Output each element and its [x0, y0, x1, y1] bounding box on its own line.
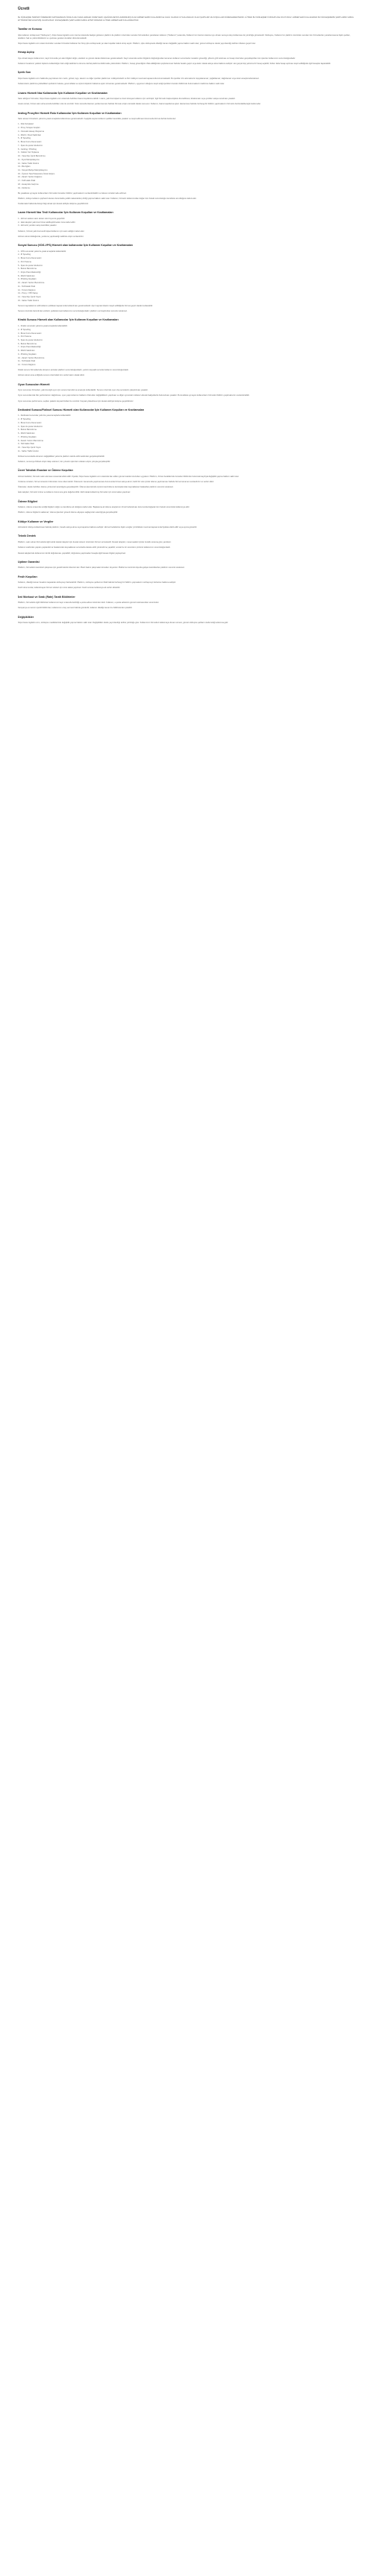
list-item: 14 - Yasa Dışı İçerik Yayını	[18, 296, 41, 299]
section	[18, 211, 355, 239]
section-paragraph: Kiralık sunucu hizmetlerinde donanım arızaları platform sorumluluğundadır; yazılım kaynaklı sorunlar kullanıcı sorumluluğundadır.	[18, 369, 129, 372]
section-paragraph: Fiziksel sunucularda donanım değişiklikleri yalnızca platform teknik ekibi tarafından gerçekleştirilebilir.	[18, 455, 105, 458]
list-item: 11 - Telif Hakkı İhlali	[18, 285, 35, 288]
list-item: 4 - DDoS / Flood Saldırıları	[18, 133, 42, 136]
list-item: 2 - İade talepleri yalnızca hizmet aktifleştirilmeden önce kabul edilir.	[18, 221, 76, 224]
list-item: 15 - Üçüncü Taraf Sistemlere İzinsiz Erişim	[18, 172, 55, 175]
section-heading: Instlog Proxyfire Hizmeti Rolu Kullanıcılar İçin Kullanım Koşulları ve Kısıtlamaları	[18, 111, 122, 115]
list-item: 19 - Kimlik Avı	[18, 186, 31, 189]
section-heading: Uptime Garantisi	[18, 560, 40, 564]
list-item: 7 - Kripto Para Madenciliği	[18, 346, 41, 349]
section-list	[18, 250, 355, 303]
list-item: 14 - Sosyal Medya Manipülasyonu	[18, 168, 48, 171]
section-paragraph: Platform, kötüye kullanım şüphesi bulunan durumlarda yetkili makamlarla iş birliği yapma hakkını saklı tutar. Kullanıcı, hizmetin kullanımından doğan tüm hukuki sorumluluğun kendisine ait olduğunu kabul eder.	[18, 197, 197, 200]
list-item: 3 - Hizmetin yeniden satışı kesinlikle yasaktır.	[18, 224, 57, 227]
section-paragraph: İşbu kullanıcı sözleşmesi ("Sözleşme"), https://www.nigdelim.com internet sitesinde faaliyet gösteren platform ile platform üzerinden sunulan hizmetlerden yararlanan kullanıcı ("Kullanıcı") arasında, Kullanıcı'nın internet sitesine üye olması ve/veya siteyi kullanması ile yürürlüğe girmektedir. Sözleşme, Kullanıcı'nın platform üzerinden sunulan tüm hizmetlerden yararlanmasına ilişkin şartları, tarafların hak ve yükümlülüklerini ve uyulması gereken kuralları düzenlemektedir.	[18, 34, 351, 40]
list-item: 4 - Port Tarama	[18, 260, 31, 263]
list-item: 1 - Kiralık sunucular yalnızca yasal amaçlarla kullanılabilir.	[18, 325, 68, 328]
section-paragraph: Fesih durumunda, kullanılmayan hizmet süreleri için ücret iadesi yapılmaz. Fesih sonrası kullanıcıya ait veriler silinebilir.	[18, 587, 121, 590]
list-item: 3 - Brute Force Denemeleri	[18, 332, 42, 335]
list-item: 10 - Yasa Dışı İçerik Barındırma	[18, 155, 46, 158]
section-list	[18, 218, 355, 228]
list-item: 10 - Zararlı Yazılım Barındırma	[18, 282, 45, 285]
list-item: 12 - Torrent Dağıtımı	[18, 288, 36, 291]
section	[18, 28, 355, 45]
list-item: 1 - Kitle Scripteleri	[18, 123, 34, 126]
section-list	[18, 414, 355, 452]
section-paragraph: Hizmetlerin kötüye kullanılması halinde platform, hesabı askıya alma veya kapatma hakkına sahiptir. Hizmet bedellerine ilişkin vergiler yürürlükteki mevzuat kapsamında fiyatlara dahil edilir veya ayrıca gösterilir.	[18, 526, 198, 529]
section-heading: Dedicated Sunucu/Fiziksel Sunucu Hizmeti olan Kullanıcılar İçin Kullanım Koşulları ve Kısıtlamaları	[18, 408, 145, 411]
section	[18, 244, 355, 313]
section-paragraph: Hizmet süresi dolduğunda, yenileme yapılmadığı takdirde erişim sonlandırılır.	[18, 235, 84, 238]
section-paragraph: Hizmet süresi sona erdiğinde sunucu üzerindeki tüm veriler kalıcı olarak silinir.	[18, 374, 85, 377]
list-item: 2 - Proxy Scraper Araçları	[18, 127, 40, 130]
section-paragraph: Sunucu üzerinde barındırılan verilerin yedeklenmesi kullanıcının sorumluluğundadır; platform veri kaybından sorumlu tutulamaz.	[18, 310, 128, 313]
list-item: 1 - VDS sunucular yalnızca yasal amaçlarla kullanılabilir.	[18, 250, 66, 253]
intro-paragraph: Bu SÖZLEŞME TEMİNAT ÖDEMESİNİ KAPSAMADAN ÖNCE İLGİLİ DAHİL EDİLEN ÜCRETLERİ, AŞAĞIDA DETAYLANDIRILMIŞ OLAN HİZMETLERİN KULLANIMI İLE İLGİLİ OLARAK UYGULANACAK OLAN ŞARTLARI VE KOŞULLARI DÜZENLEMEKTEDİR. LÜTFEN BU SÖZLEŞMEYİ DİKKATLİCE OKUYUNUZ. HİZMETLERİ KULLANARAK BU SÖZLEŞMENİN ŞARTLARINI KABUL ETTİĞİNİZİ BEYAN ETMİŞ OLURSUNUZ. SÖZLEŞMENİN ŞARTLARINI KABUL ETMİYORSANIZ LÜTFEN HİZMETLERİ KULLANMAYINIZ.	[18, 16, 354, 22]
section-paragraph: İade talepleri, hizmetin türüne ve kullanım durumuna göre değerlendirilir. Aktif olarak kullanılmış hizmetler için ücret iadesi yapılmaz.	[18, 491, 131, 494]
list-item: 11 - Fiyat Manipülasyonu	[18, 158, 40, 161]
section-heading: Hesap Açılışı	[18, 51, 35, 54]
list-item: 4 - Spam E-posta Gönderimi	[18, 425, 43, 428]
list-item: 16 - Zararlı Yazılım Dağıtımı	[18, 176, 43, 179]
list-item: 9 - Yetkisiz Veri Toplama	[18, 151, 40, 154]
section-heading: Ödeme Bilgileri	[18, 499, 38, 503]
section-paragraph: Platform, satın alınan hizmetlerle ilgili teknik destek talepleri için destek sistemi üzerinden hizmet vermektedir. Destek talepleri, mesai saatleri içinde öncelik sırasına göre yanıtlanır.	[18, 541, 172, 544]
section-paragraph: Oyun sunucularında hile yazılımlarının dağıtılması, oyun yapımcılarının haklarını ihlal eden değişikliklerin yapılması ve diğer oyuncuları rahatsız edecek faaliyetlerde bulunulması yasaktır. Bu kurallara uymayan kullanıcıların hizmetleri bildirim yapılmaksızın sonlandırılabilir.	[18, 394, 250, 397]
section-paragraph: Oyun sunucusu hizmetleri, yalnızca ilgili oyun için sunucu barındırma amacıyla kullanılabilir. Sunucu üzerinde oyun dışı servislerin çalıştırılması yasaktır.	[18, 389, 148, 392]
section-heading: Lisans Hizmeti Naz Kullanıcılar İçin Kullanım Koşulları ve Kısıtlamaları	[18, 91, 108, 95]
section-paragraph: Kullanıcıların platforma yükledikleri içeriklerin hukuka, genel ahlaka ve üçüncü kişilerin haklarına aykırı olmaması gerekmektedir. Platform, uygunsuz olduğunu tespit ettiği içerikleri önceden bildirimde bulunmaksızın kaldırma hakkını saklı tutar.	[18, 83, 225, 86]
list-item: 7 - Spam E-posta Gönderimi	[18, 144, 43, 147]
list-item: 6 - Botnet Barındırma	[18, 268, 37, 271]
list-item: 11 - Sahte Trafik Üretimi	[18, 449, 39, 452]
section-paragraph: Oyun sunucusu performansı, seçilen paketin kaynak limitleri ile sınırlıdır. Kaynak yükseltmesi için destek ekibiyle iletişime geçebilirsiniz.	[18, 400, 134, 402]
section-paragraph: Ödemeler, sitede belirtilen ödeme yöntemleri aracılığıyla gerçekleştirilir. Ödeme işlemlerinde üçüncü taraf ödeme kuruluşlarından kaynaklanan hatalardan platform sorumlu tutulamaz.	[18, 486, 174, 489]
list-item: 1 - Hizmet sadece satın alınan süre boyunca geçerlidir.	[18, 217, 66, 220]
section-heading: Kötüye Kullanım ve Vergiler	[18, 520, 54, 523]
section-paragraph: https://www.nigdelim.com hakkında yayımlanan tüm metin, görsel, logo, tasarım ve diğer içerikler platformun mülkiyetindedir ve fikri mülkiyet mevzuatı kapsamında korunmaktadır. Bu içerikler izin alınmaksızın kopyalanamaz, çoğaltılamaz, dağıtılamaz veya ticari amaçla kullanılamaz.	[18, 78, 260, 80]
list-item: 7 - Kripto Para Madenciliği	[18, 271, 41, 274]
list-item: 11 - Telif Hakkı İhlali	[18, 360, 35, 363]
section-heading: Fesih Koşulları	[18, 575, 37, 578]
section	[18, 596, 355, 610]
list-item: 10 - Yasa Dışı İçerik Yayını	[18, 446, 41, 449]
section-paragraph: Sunucu kaynaklarının adil kullanım politikası kapsamında kullanılması gerekmektedir. Aşırı kaynak tüketimi tespit edildiğinde hizmet geçici olarak kısıtlanabilir.	[18, 305, 153, 308]
section-heading: Taraflar ve Konusu	[18, 28, 43, 31]
section-paragraph: Yenileme ücretleri, hizmet süresinin bitiminden önce ödenmelidir. Ödemenin zamanında yapılmaması durumunda hizmet askıya alınır; belirli bir süre içinde ödeme yapılmaması halinde hizmet tamamen sonlandırılır ve veriler silinir.	[18, 481, 215, 484]
section-heading: Lazım Hizmeti Naz Tesli Kullanıcılar İçin Kullanım Koşulları ve Kısıtlamaları	[18, 211, 113, 215]
section	[18, 408, 355, 464]
section	[18, 383, 355, 403]
section-heading: Değişiklikler	[18, 615, 34, 619]
list-item: 4 - Port Tarama	[18, 335, 31, 338]
list-item: 15 - Sahte Trafik Üretimi	[18, 299, 39, 302]
section-heading: Ücret Tahsilatı Esasları ve Ödeme Koşulları	[18, 469, 73, 473]
section-paragraph: Platform, ödeme bilgilerini saklamaz; ödeme işlemleri güvenli ödeme altyapısı sağlayıcıları aracılığıyla gerçekleştirilir.	[18, 511, 119, 514]
section-paragraph: Platform, hizmetlerle ilgili bildirimleri kullanıcının kayıt sırasında belirttiği e-posta adresi üzerinden iletir. Kullanıcı, e-posta adresinin güncel tutulmasından sorumludur.	[18, 602, 160, 604]
section	[18, 534, 355, 555]
section-heading: İçerik Son	[18, 71, 31, 75]
section-heading: İzni Workout ve Sıralı (Rate) Tarafı Bildirimler	[18, 595, 75, 599]
list-item: 9 - Telif Hakkı İhlali	[18, 443, 34, 446]
list-item: 6 - DDoS Saldırıları	[18, 432, 35, 435]
section	[18, 469, 355, 494]
list-item: 7 - Phishing Sayfaları	[18, 435, 37, 438]
section-paragraph: Platform, hizmetlerin kesintisiz çalışması için gerekli teknik önlemleri alır. Planlı bakım çalışmaları önceden duyurulur. Platformun kontrolü dışında gelişen kesintilerden platform sorumlu tutulamaz.	[18, 566, 185, 569]
section	[18, 520, 355, 530]
section	[18, 561, 355, 570]
list-item: 12 - Sahte Trafik Üretimi	[18, 162, 39, 165]
list-item: 3 - Brute Force Denemeleri	[18, 421, 42, 424]
list-item: 13 - Proxy / VPN Satışı	[18, 292, 38, 295]
list-item: 8 - DDoS Saldırıları	[18, 350, 35, 353]
section	[18, 92, 355, 107]
list-item: 9 - Phishing Sayfaları	[18, 353, 37, 356]
list-item: 8 - Zararlı Yazılım Barındırma	[18, 439, 43, 442]
list-item: 3 - Brute Force Denemeleri	[18, 257, 42, 260]
section-paragraph: Üye olmak isteyen kullanıcının, kayıt formunda yer alan bilgileri doğru, eksiksiz ve güncel olarak doldurması gerekmektedir. Kayıt sırasında verilen bilgilerin doğruluğundan tamamen kullanıcı sorumludur. Hesabın güvenliği, şifrenin gizli tutulması ve hesap üzerinden gerçekleştirilen tüm işlemler kullanıcının sorumluluğundadır.	[18, 57, 296, 60]
list-item: 3 - Otomatik Hesap Oluşturma	[18, 130, 45, 133]
section-paragraph: Kısıtlamalar hakkında detaylı bilgi almak için destek ekibiyle iletişime geçebilirsiniz.	[18, 203, 90, 206]
section-heading: Oyun Sunucuları Hizmeti	[18, 382, 50, 386]
section-heading: Kiralık Sunucu Hizmeti olan Kullanıcılar İçin Kullanım Koşulları ve Kısıtlamaları	[18, 318, 119, 322]
section-paragraph: Lisans süresi, hizmet satın alma anında belirtilen süre ile sınırlıdır. Süre sonunda lisansın yenilenmemesi halinde hizmete erişim otomatik olarak sona erer. Kullanıcı, lisans koşullarına aykırı davranması halinde herhangi bir bildirim yapılmaksızın hizmetin durdurulabileceğini kabul eder.	[18, 103, 261, 106]
section	[18, 318, 355, 377]
section	[18, 500, 355, 515]
section-paragraph: https://www.nigdelim.com, sözleşme maddelerinde değişiklik yapma hakkını saklı tutar. Değişiklikler sitede yayımlandığı tarihte yürürlüğe girer. Kullanıcının hizmetleri kullanmaya devam etmesi, güncel sözleşme şartlarını kabul ettiği anlamına gelir.	[18, 622, 229, 625]
list-item: 8 - DDoS Saldırıları	[18, 274, 35, 277]
section-paragraph: Destek taleplerinde kullanıcının kimlik doğrulaması yapılabilir; doğrulama yapılmadan hesapla ilgili hassas bilgiler paylaşılmaz.	[18, 552, 126, 555]
section-paragraph: Kullanıcı, ödeme sırasında verdiği bilgilerin doğru ve kendisine ait olduğunu kabul eder. Başkasına ait ödeme araçlarının izinsiz kullanılması durumunda doğacak tüm hukuki sorumluluk kullanıcıya aittir.	[18, 506, 190, 509]
section-paragraph: Bu yasaklara uymayan kullanıcıların hizmetleri önceden bildirim yapılmaksızın sonlandırılabilir ve ödenen ücretler iade edilmez.	[18, 192, 127, 195]
list-item: 12 - Torrent Dağıtımı	[18, 364, 36, 367]
list-item: 5 - Spam E-posta Gönderimi	[18, 264, 43, 267]
list-item: 5 - Botnet Barındırma	[18, 429, 37, 432]
section	[18, 51, 355, 66]
section-paragraph: https://www.nigdelim.com sitesi üzerinden sunulan hizmetleri kullanan her birey işbu sözleşmede yer alan koşulları kabul etmiş sayılır. Platform, işbu sözleşmede dilediği zaman değişiklik yapma hakkını saklı tutar; güncel sözleşme sitede yayımlandığı tarihten itibaren geçerli olur.	[18, 42, 256, 45]
list-item: 17 - Telif Hakkı İhlali	[18, 180, 36, 183]
section-heading: Sosyal Sunucu (VDS-VPS) Hizmeti olan kullanıcılar İçin Kullanım Koşulları ve Kısıtlamaları	[18, 243, 133, 247]
list-item: 10 - Zararlı Yazılım Barındırma	[18, 356, 45, 359]
list-item: 2 - IP Spoofing	[18, 418, 31, 421]
list-item: 6 - Brute Force Denemeleri	[18, 141, 42, 144]
sections-container	[18, 28, 355, 625]
list-item: 9 - Phishing Sayfaları	[18, 278, 37, 281]
section-paragraph: Kullanıcı, dilediği zaman hesabını kapatarak sözleşmeyi feshedebilir. Platform, sözleşme şartlarının ihlali halinde herhangi bir bildirim yapmaksızın sözleşmeyi feshetme hakkına sahiptir.	[18, 581, 176, 584]
list-item: 5 - IP Spoofing	[18, 137, 31, 140]
section-list	[18, 123, 355, 189]
section	[18, 575, 355, 590]
section-paragraph: Kullanıcı tarafından yapılan yapılandırma hatalarından kaynaklanan sorunlarda destek ekibi yönlendirme yapabilir; ancak bu tür sorunların çözümü kullanıcının sorumluluğundadır.	[18, 546, 171, 549]
list-item: 6 - Botnet Barındırma	[18, 342, 37, 345]
list-item: 5 - Spam E-posta Gönderimi	[18, 339, 43, 341]
list-item: 13 - Bot Ağları	[18, 165, 31, 168]
section-paragraph: Kampanya ve tanıtım içerikli bildirimler, kullanıcının onay vermesi halinde gönderilir; kullanıcı dilediği zaman bu bildirimlerden çıkabilir.	[18, 607, 133, 610]
section-paragraph: Kullanıcı hesabının yetkisiz kişilerce kullanıldığını fark ettiği takdirde bu durumu derhal platforma bildirmekle yükümlüdür. Platform, hesap güvenliğinin ihlal edildiğinden şüphelenmesi halinde hesabı geçici veya kalıcı olarak askıya alma hakkına sahiptir. Her gerçek kişi yalnızca bir hesap açabilir; birden fazla hesap açılması tespit edildiğinde ilgili hesaplar kapatılabilir.	[18, 63, 331, 66]
list-item: 2 - IP Spoofing	[18, 253, 31, 256]
section-paragraph: Kullanıcı, hizmeti yalnızca kendi kişisel kullanımı için satın aldığını kabul eder.	[18, 230, 85, 233]
section-paragraph: Satın alınan hizmetlerin yalnızca yasal amaçlarla kullanılması gerekmektedir. Aşağıda sayılan kullanım şekilleri kesinlikle yasaktır ve tespit edilmesi durumunda hizmet derhal durdurulur:	[18, 118, 177, 121]
section	[18, 112, 355, 206]
list-item: 1 - Dedicated sunucular yalnızca yasal amaçlarla kullanılabilir.	[18, 414, 72, 417]
list-item: 2 - IP Spoofing	[18, 328, 31, 331]
section-heading: Teknik Destek	[18, 534, 36, 538]
section-paragraph: Kullanıcı, sunucuya fiziksel erişim talep edemez; tüm yönetim işlemleri uzaktan erişim yoluyla gerçekleştirilir.	[18, 461, 111, 464]
list-item: 18 - Hesap Ele Geçirme	[18, 183, 39, 186]
section-paragraph: Satın aldığınız hizmetler, https://www.nigdelim.com sitesinde belirtilen lisans koşullarına tabidir. Lisans, yalnızca kişisel ve ticari olmayan kullanım için verilmiştir; ilgili hizmetin başka kişilere devredilmesi, kiralanması veya yeniden satışa sunulması yasaktır.	[18, 98, 236, 101]
page-title: Ücretli	[18, 7, 30, 11]
list-item: 8 - Carding / Phishing	[18, 148, 37, 151]
section-paragraph: Hizmet bedelleri, hizmetin satın alınması sırasında tahsil edilir. Fiyatlar, https://www.nigdelim.com sitesinde ilan edilen güncel tutarlar üzerinden uygulanır. Platform, hizmet bedellerinde önceden bildirimde bulunmak kaydıyla değişiklik yapma hakkını saklı tutar.	[18, 476, 239, 478]
section-list	[18, 325, 355, 367]
section	[18, 616, 355, 625]
section	[18, 71, 355, 86]
